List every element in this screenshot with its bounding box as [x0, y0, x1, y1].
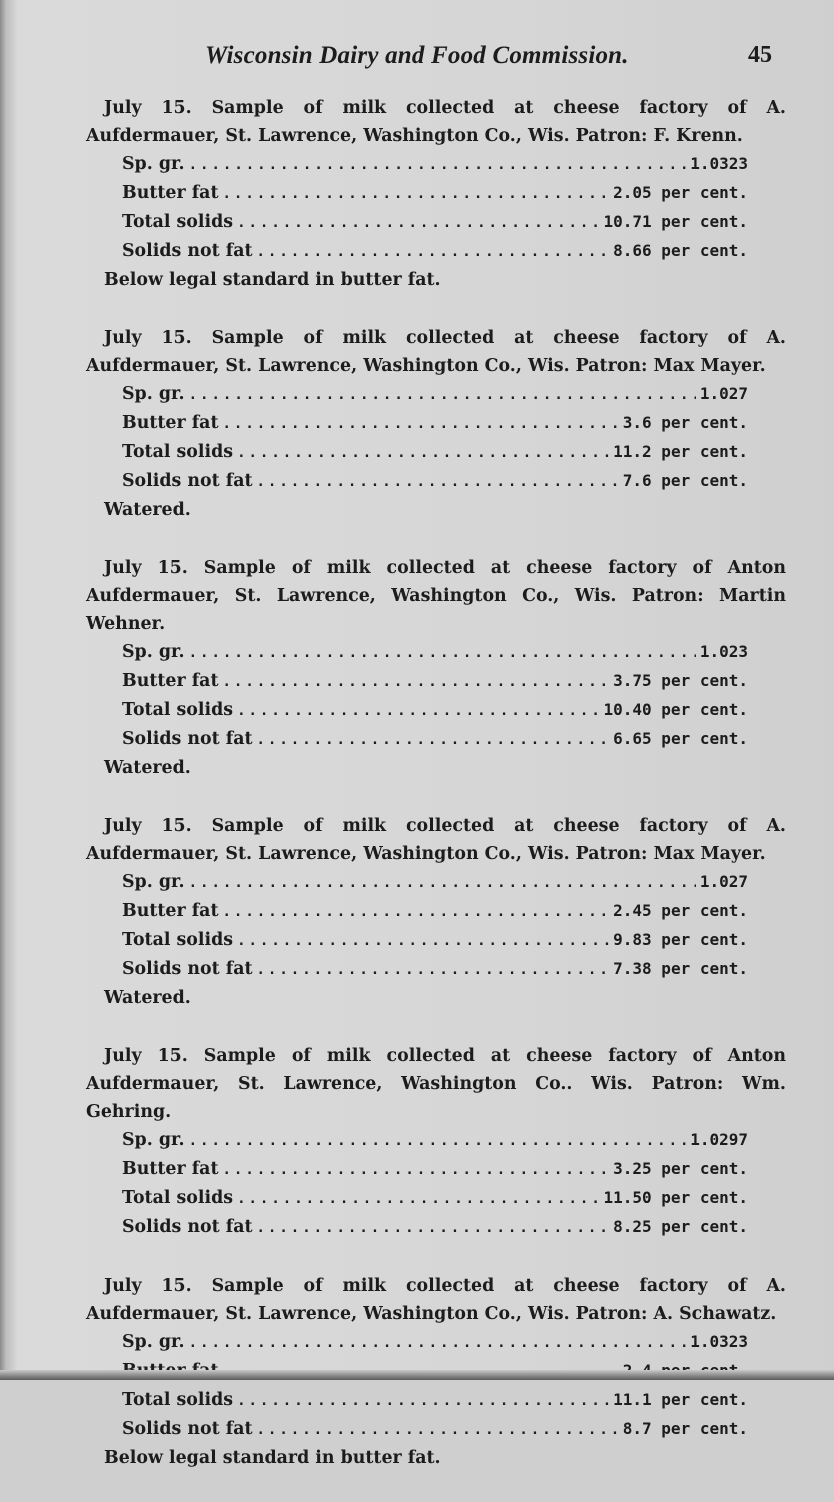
measurement-row	[86, 1386, 786, 1415]
measurement-value: 11.1 per cent.	[613, 1390, 748, 1409]
measurement-label: Sp. gr.	[122, 1130, 185, 1150]
dot-leader	[222, 410, 618, 438]
measurement-value: 7.6 per cent.	[622, 471, 748, 490]
measurement-row	[86, 1213, 786, 1242]
sample-description: July 15. Sample of milk collected at cheese factory of A. Aufdermauer, St. Lawrence, Washington Co., Wis. Patron: A. Schawatz.	[86, 1276, 786, 1324]
measurement-value: 1.0297	[690, 1130, 748, 1149]
sample-entries	[86, 94, 786, 1502]
measurement-row	[86, 868, 786, 897]
sample-entry	[86, 324, 786, 524]
measurement-label: Total solids	[122, 1188, 234, 1208]
dot-leader	[189, 151, 687, 179]
measurement-label: Sp. gr.	[122, 154, 185, 174]
measurement-value: 11.2 per cent.	[613, 442, 748, 461]
measurement-row	[86, 237, 786, 266]
measurement-row	[86, 667, 786, 696]
dot-leader	[189, 1329, 687, 1357]
measurement-value: 3.25 per cent.	[613, 1159, 748, 1178]
sample-verdict: Watered.	[104, 988, 191, 1008]
measurement-value: 2.05 per cent.	[613, 183, 748, 202]
measurement-label: Butter fat	[122, 183, 219, 203]
sample-entry	[86, 812, 786, 1012]
measurement-label: Butter fat	[122, 901, 219, 921]
measurement-row	[86, 1415, 786, 1444]
measurement-row	[86, 467, 786, 496]
dot-leader	[237, 1185, 599, 1213]
dot-leader	[257, 1416, 619, 1444]
measurement-value: 1.027	[699, 872, 748, 891]
measurement-label: Solids not fat	[122, 729, 253, 749]
dot-leader	[257, 956, 610, 984]
dot-leader	[257, 1214, 610, 1242]
sample-entry	[86, 1042, 786, 1242]
dot-leader	[189, 869, 696, 897]
sample-description: July 15. Sample of milk collected at cheese factory of A. Aufdermauer, St. Lawrence, Washington Co., Wis. Patron: Max Mayer.	[86, 328, 786, 376]
measurement-value: 3.6 per cent.	[622, 413, 748, 432]
measurement-label: Solids not fat	[122, 241, 253, 261]
dot-leader	[222, 668, 609, 696]
measurement-row	[86, 1155, 786, 1184]
measurement-value: 11.50 per cent.	[603, 1188, 748, 1207]
measurement-row	[86, 380, 786, 409]
sample-verdict: Watered.	[104, 758, 191, 778]
measurement-row	[86, 438, 786, 467]
sample-description: July 15. Sample of milk collected at cheese factory of A. Aufdermauer, St. Lawrence, Washington Co., Wis. Patron: F. Krenn.	[86, 98, 786, 146]
measurement-label: Total solids	[122, 700, 234, 720]
measurement-row	[86, 1184, 786, 1213]
measurement-label: Total solids	[122, 930, 234, 950]
dot-leader	[222, 1156, 609, 1184]
measurement-label: Butter fat	[122, 671, 219, 691]
measurement-label: Sp. gr.	[122, 642, 185, 662]
measurement-label: Butter fat	[122, 1159, 219, 1179]
dot-leader	[237, 697, 599, 725]
dot-leader	[189, 1127, 687, 1155]
measurement-label: Sp. gr.	[122, 1332, 185, 1352]
dot-leader	[189, 639, 696, 667]
measurement-value: 8.66 per cent.	[613, 241, 748, 260]
measurement-row	[86, 696, 786, 725]
measurement-value: 1.023	[699, 642, 748, 661]
measurement-value: 1.0323	[690, 1332, 748, 1351]
measurement-value: 10.40 per cent.	[603, 700, 748, 719]
measurement-row	[86, 179, 786, 208]
sample-verdict: Watered.	[104, 500, 191, 520]
measurement-value: 8.25 per cent.	[613, 1217, 748, 1236]
running-title: Wisconsin Dairy and Food Commission.	[205, 42, 629, 69]
dot-leader	[237, 927, 609, 955]
dot-leader	[257, 238, 610, 266]
sample-description: July 15. Sample of milk collected at cheese factory of Anton Aufdermauer, St. Lawrence, Washington Co., Wis. Patron: Martin Wehner.	[86, 558, 786, 634]
measurement-label: Total solids	[122, 1390, 234, 1410]
measurement-value: 1.027	[699, 384, 748, 403]
sample-description: July 15. Sample of milk collected at cheese factory of A. Aufdermauer, St. Lawrence, Washington Co., Wis. Patron: Max Mayer.	[86, 816, 786, 864]
measurement-row	[86, 409, 786, 438]
measurement-label: Solids not fat	[122, 1419, 253, 1439]
dot-leader	[237, 439, 609, 467]
measurement-row	[86, 926, 786, 955]
measurement-row	[86, 955, 786, 984]
dot-leader	[257, 726, 610, 754]
dot-leader	[189, 381, 696, 409]
dot-leader	[237, 1387, 609, 1415]
page-bottom-edge	[0, 1370, 834, 1380]
measurement-value: 8.7 per cent.	[622, 1419, 748, 1438]
measurement-value: 1.0323	[690, 154, 748, 173]
measurement-label: Solids not fat	[122, 959, 253, 979]
measurement-label: Sp. gr.	[122, 384, 185, 404]
sample-verdict: Below legal standard in butter fat.	[104, 270, 441, 290]
measurement-row	[86, 1126, 786, 1155]
measurement-label: Solids not fat	[122, 1217, 253, 1237]
measurement-value: 2.45 per cent.	[613, 901, 748, 920]
measurement-value: 3.75 per cent.	[613, 671, 748, 690]
measurement-label: Solids not fat	[122, 471, 253, 491]
sample-entry	[86, 554, 786, 782]
measurement-row	[86, 1328, 786, 1357]
measurement-row	[86, 725, 786, 754]
measurement-label: Total solids	[122, 212, 234, 232]
measurement-value: 10.71 per cent.	[603, 212, 748, 231]
dot-leader	[222, 180, 609, 208]
dot-leader	[222, 898, 609, 926]
measurement-value: 9.83 per cent.	[613, 930, 748, 949]
page-number: 45	[748, 42, 772, 68]
page-header	[0, 40, 834, 76]
measurement-label: Sp. gr.	[122, 872, 185, 892]
measurement-value: 7.38 per cent.	[613, 959, 748, 978]
dot-leader	[237, 209, 599, 237]
sample-verdict: Below legal standard in butter fat.	[104, 1448, 441, 1468]
measurement-row	[86, 150, 786, 179]
measurement-row	[86, 208, 786, 237]
measurement-label: Total solids	[122, 442, 234, 462]
measurement-row	[86, 897, 786, 926]
sample-description: July 15. Sample of milk collected at cheese factory of Anton Aufdermauer, St. Lawrence, Washington Co.. Wis. Patron: Wm. Gehring.	[86, 1046, 786, 1122]
measurement-label: Butter fat	[122, 413, 219, 433]
measurement-row	[86, 638, 786, 667]
dot-leader	[257, 468, 619, 496]
measurement-value: 6.65 per cent.	[613, 729, 748, 748]
sample-entry	[86, 94, 786, 294]
